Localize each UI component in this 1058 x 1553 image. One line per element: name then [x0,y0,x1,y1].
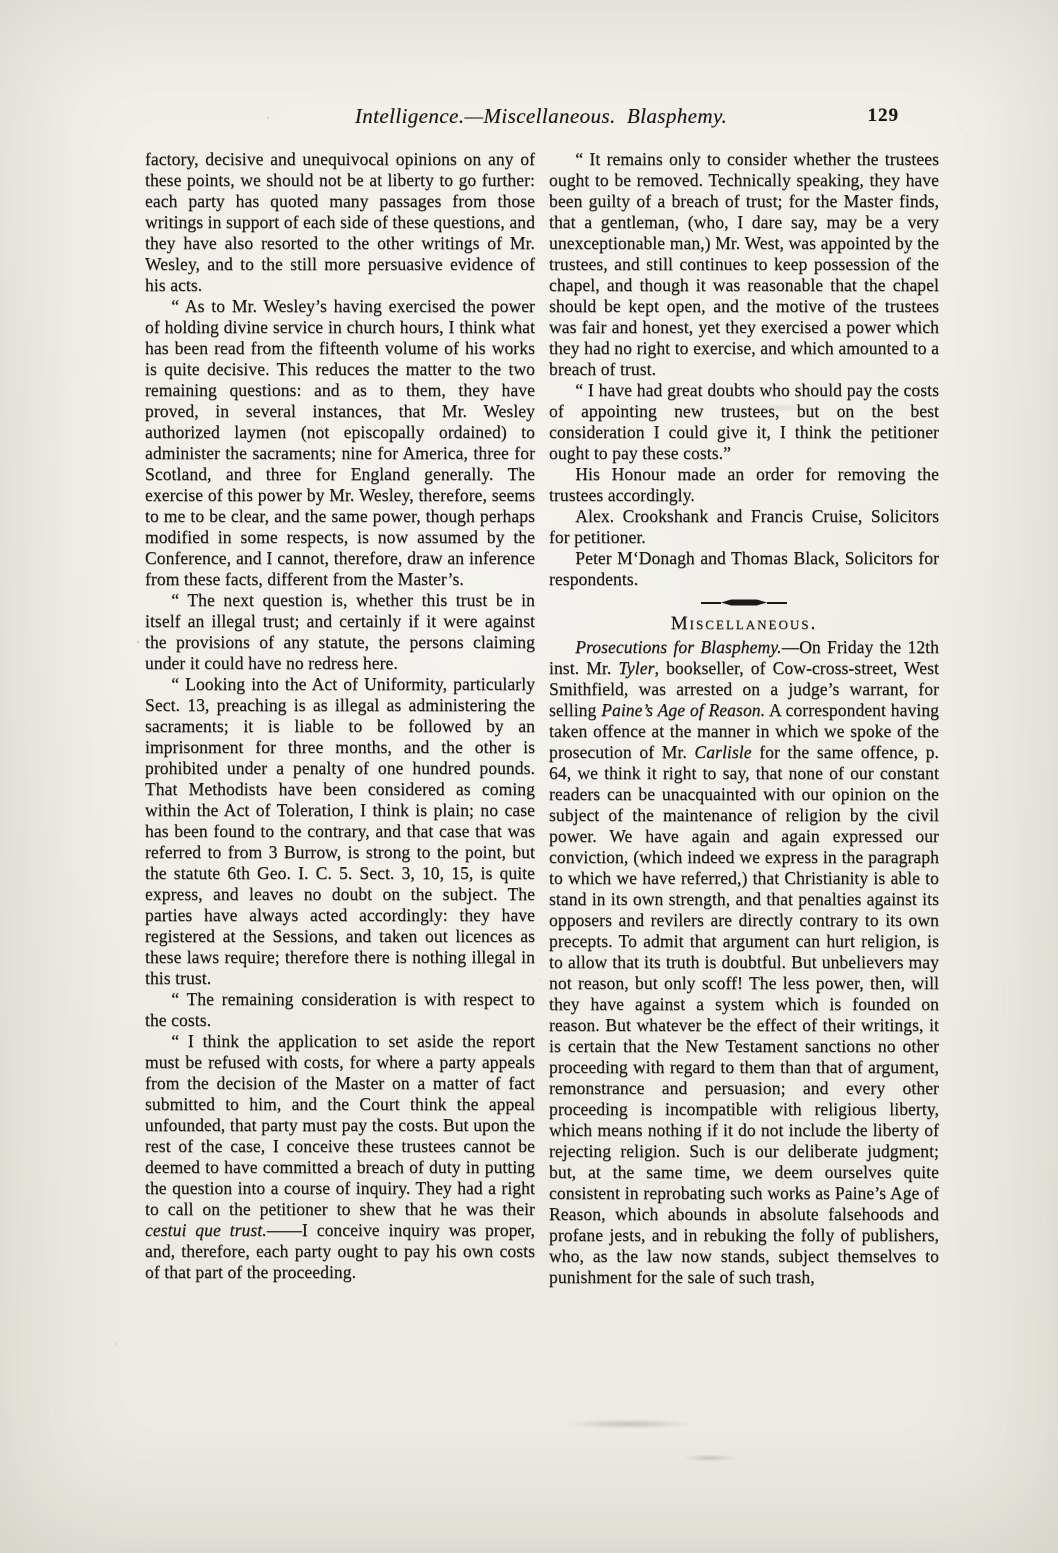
left-column [145,149,535,1283]
paragraph: “ Looking into the Act of Uniformity, particularly Sect. 13, preaching is as illegal as administering the sacraments; it is liable to be followed by an imprisonment for three months, and the other is prohibited under a penalty of one hundred pounds. That Methodists have been considered as coming within the Act of Toleration, I think is plain; no case has been found to the contrary, and that case that was referred to from 3 Burrow, is strong to the point, but the statute 6th Geo. I. C. 5. Sect. 3, 10, 15, is quite express, and leaves no doubt on the subject. The parties have always acted accordingly: they have registered at the Sessions, and taken out licences as these laws require; therefore there is nothing illegal in this trust. [145,674,535,988]
paragraph: Peter M‘Donagh and Thomas Black, Solicitors for respondents. [549,548,939,589]
divider-line-right-icon [767,602,787,604]
paragraph: “ The remaining consideration is with respect to the costs. [145,989,535,1030]
paragraph: “ The next question is, whether this trust be in itself an illegal trust; and certainly if it were against the provisions of any statute, the persons claiming under it could have no redress here. [145,590,535,673]
paragraph: “ As to Mr. Wesley’s having exercised the power of holding divine service in church hours, I think what has been read from the fifteenth volume of his works is quite decisive. This reduces the matter to the two remaining questions: and as to them, they have proved, in several instances, that Mr. Wesley authorized laymen (not episcopally ordained) to administer the sacraments; nine for America, three for Scotland, and three for England generally. The exercise of this power by Mr. Wesley, therefore, seems to me to be clear, and the same power, though perhaps modified in some respects, is now assumed by the Conference, and I cannot, therefore, draw an inference from these facts, different from the Master’s. [145,296,535,589]
paragraph: “ I have had great doubts who should pay the costs of appointing new trustees, but on the best consideration I could give it, I think the petitioner ought to pay these costs.” [549,380,939,463]
text-block [145,149,939,1288]
running-title: Intelligence.—Miscellaneous. Blasphemy. [354,104,728,128]
paragraph: His Honour made an order for removing the trustees accordingly. [549,464,939,505]
right-column [549,149,939,1288]
section-divider [701,599,787,606]
section-heading: Miscellaneous. [670,613,818,634]
divider-diamond-icon [721,599,767,606]
paragraph: factory, decisive and unequivocal opinions on any of these points, we should not be at liberty to go further: each party has quoted many passages from those writings in support of each side of these questions, and they have also resorted to the other writings of Mr. Wesley, and to the still more persuasive evidence of his acts. [145,149,535,295]
divider-line-left-icon [701,602,721,604]
paragraph: “ I think the application to set aside the report must be refused with costs, for where a party appeals from the decision of the Master on a matter of fact submitted to him, and the Court think the appeal unfounded, that party must pay the costs. But upon the rest of the case, I conceive these trustees cannot be deemed to have committed a breach of duty in putting the question into a course of inquiry. They had a right to call on the petitioner to shew that he was their cestui que trust.——I conceive inquiry was proper, and, therefore, each party ought to pay his own costs of that part of the proceeding. [145,1031,535,1282]
paragraph: Prosecutions for Blasphemy.—On Friday the 12th inst. Mr. Tyler, bookseller, of Cow-cross-street, West Smithfield, was arrested on a judge’s warrant, for selling Paine’s Age of Reason. A correspondent having taken offence at the manner in which we spoke of the prosecution of Mr. Carlisle for the same offence, p. 64, we think it right to say, that none of our constant readers can be unacquainted with our opinion on the subject of the maintenance of religion by the civil power. We have again and again expressed our conviction, (which indeed we express in the paragraph to which we have referred,) that Christianity is able to stand in its own strength, and that penalties against its opposers and revilers are directly contrary to its own precepts. To admit that argument can hurt religion, is to allow that its truth is doubtful. But unbelievers may not reason, but only scoff! The less power, then, will they have against a system which is founded on reason. But whatever be the effect of their writings, it is certain that the New Testament sanctions no other proceeding with regard to them than that of argument, remonstrance and persuasion; and every other proceeding is incompatible with religious liberty, which means nothing if it do not include the liberty of rejecting religion. Such is our deliberate judgment; but, at the same time, we deem ourselves quite consistent in reprobating such works as Paine’s Age of Reason, which abounds in absolute falsehoods and profane jests, and in rebuking the folly of publishers, who, as the law now stands, subject themselves to punishment for the sale of such trash, [549,637,940,1287]
page-header [145,104,937,140]
paragraph: Alex. Crookshank and Francis Cruise, Solicitors for petitioner. [549,506,939,547]
paragraph: “ It remains only to consider whether the trustees ought to be removed. Technically speaking, they have been guilty of a breach of trust; for the Master finds, that a gentleman, (who, I dare say, may be a very unexceptionable man,) Mr. West, was appointed by the trustees, and still continues to keep possession of the chapel, and though it was reasonable that the chapel should be kept open, and the motive of the trustees was fair and honest, yet they exercised a power which they had no right to exercise, and which amounted to a breach of trust. [549,149,939,379]
page-number: 129 [867,105,899,126]
